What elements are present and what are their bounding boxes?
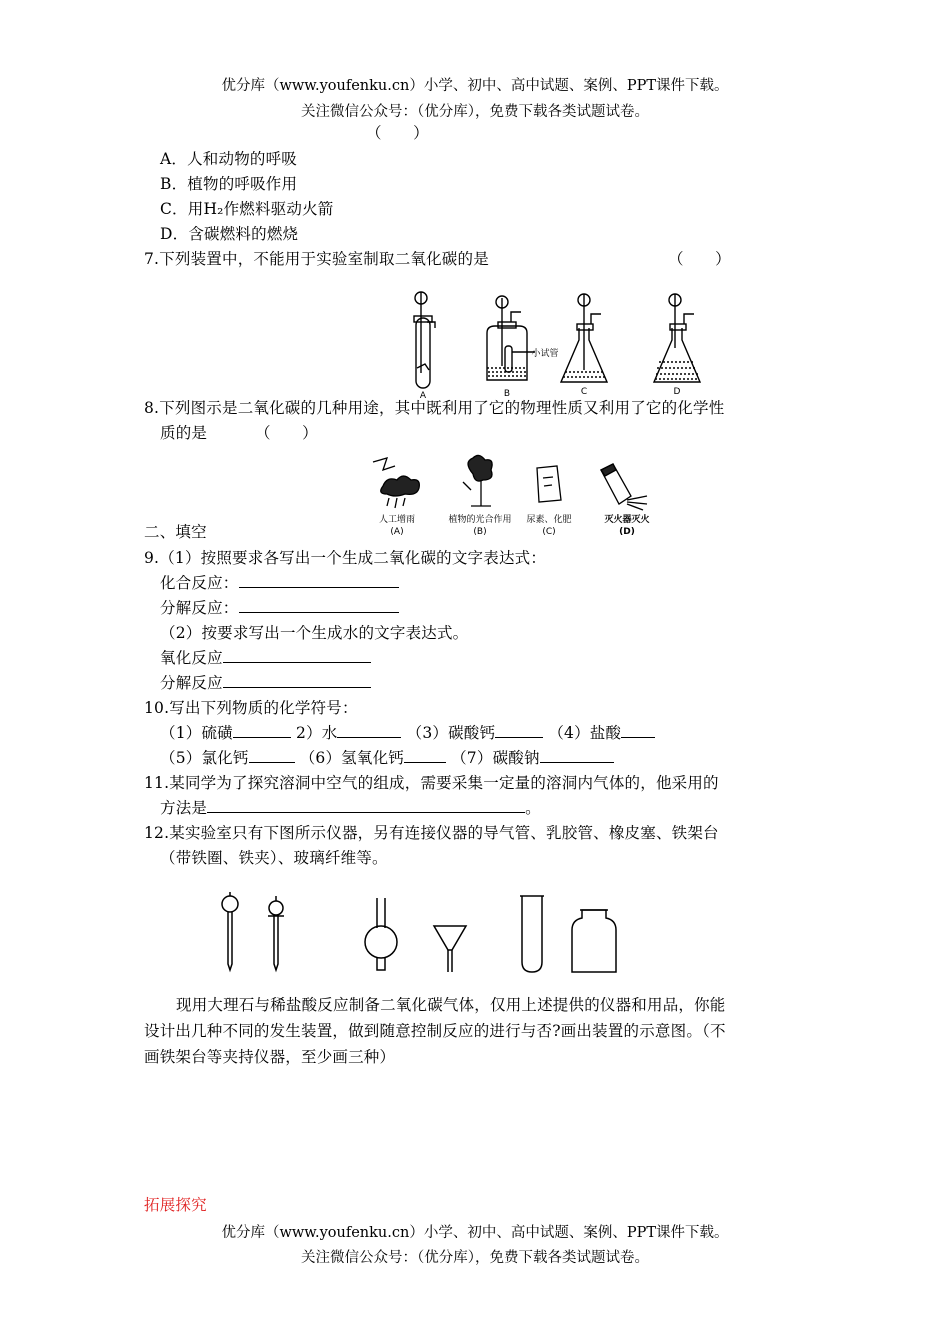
dropping-funnel-icon <box>222 892 238 970</box>
apparatus-a <box>414 292 435 388</box>
q8-question-line-2: 质的是 <box>160 424 208 442</box>
q10-blank-5[interactable] <box>249 748 295 763</box>
q12-line-2: （带铁圈、铁夹）、玻璃纤维等。 <box>160 849 388 867</box>
q10-blank-3[interactable] <box>495 723 543 738</box>
use-caption-c: 尿素、化肥 <box>526 515 572 525</box>
apparatus-b <box>487 296 535 380</box>
q6-option-d: D．含碳燃料的燃烧 <box>160 225 299 243</box>
q9-part2: （2）按要求写出一个生成水的文字表达式。 <box>160 624 469 642</box>
q12-para-line-3: 画铁架台等夹持仪器，至少画三种） <box>144 1048 396 1066</box>
q11-line-1: 11.某同学为了探究溶洞中空气的组成，需要采集一定量的溶洞内气体的，他采用的 <box>144 774 719 792</box>
apparatus-d <box>654 294 700 382</box>
apparatus-label-b: B <box>503 389 511 399</box>
apparatus-label-d: D <box>673 387 681 397</box>
q12-para-line-1: 现用大理石与稀盐酸反应制备二氧化碳气体，仅用上述提供的仪器和用品，你能 <box>176 996 726 1014</box>
use-caption-d: 灭火器灭火 <box>604 515 650 525</box>
q11-method-blank[interactable] <box>207 798 525 813</box>
q10-blank-6[interactable] <box>404 748 446 763</box>
funnel-icon <box>434 926 466 972</box>
q12-para-line-2: 设计出几种不同的发生装置，做到随意控制反应的进行与否?画出装置的示意图。（不 <box>144 1022 726 1040</box>
apparatus-label-c: C <box>580 387 588 397</box>
footer-line-1: 优分库（www.youfenku.cn）小学、初中、高中试题、案例、PPT课件下载。 <box>221 1225 729 1241</box>
apparatus-c <box>561 294 607 382</box>
round-flask-icon <box>365 898 397 970</box>
q10-item-7: （7）碳酸钠 <box>451 749 540 767</box>
section-extension-title: 拓展探究 <box>144 1196 207 1214</box>
q9-oxidation-label: 氧化反应 <box>160 649 223 667</box>
q10-blank-1[interactable] <box>233 723 291 738</box>
q6-option-b: B．植物的呼吸作用 <box>160 175 298 193</box>
use-caption-a: 人工增雨 <box>378 515 416 525</box>
q10-item-5: （5）氯化钙 <box>160 749 249 767</box>
q9-oxidation <box>160 646 371 668</box>
fire-extinguisher-icon <box>601 464 647 510</box>
q10-row-2 <box>160 746 614 768</box>
header-line-1: 优分库（www.youfenku.cn）小学、初中、高中试题、案例、PPT课件下载。 <box>221 78 729 94</box>
q9-decomposition-2-blank[interactable] <box>223 673 371 688</box>
separating-funnel-icon <box>268 896 284 970</box>
q9-decomposition-2 <box>160 671 371 693</box>
use-letter-b: (B) <box>473 527 487 537</box>
apparatus-label-a: A <box>419 391 427 401</box>
q8-uses-figure <box>365 452 675 544</box>
q11-period: 。 <box>525 799 541 817</box>
q9-decomposition-label: 分解反应： <box>160 599 239 617</box>
fertilizer-bag-icon <box>537 466 561 502</box>
photosynthesis-plant-icon <box>463 455 492 506</box>
artificial-rain-icon <box>373 458 419 508</box>
q9-combination <box>160 571 399 593</box>
small-tube-label: 小试管 <box>531 349 559 359</box>
q7-apparatus-figure <box>395 288 725 404</box>
q10-row-1 <box>160 721 655 743</box>
use-letter-c: (C) <box>542 527 556 537</box>
q10-blank-2[interactable] <box>337 723 401 738</box>
wide-mouth-bottle-icon <box>572 910 616 972</box>
q10-item-4: （4）盐酸 <box>548 724 622 742</box>
q12-line-1: 12.某实验室只有下图所示仪器，另有连接仪器的导气管、乳胶管、橡皮塞、铁架台 <box>144 824 719 842</box>
q10-item-6: （6）氢氧化钙 <box>299 749 404 767</box>
q6-paren: （ ） <box>366 124 429 142</box>
test-tube-icon <box>520 896 544 972</box>
q7-paren: （ ） <box>668 250 731 268</box>
q12-instruments-figure <box>210 888 630 980</box>
q8-paren: （ ） <box>255 424 318 442</box>
q11-line-2 <box>160 796 541 818</box>
q9-oxidation-blank[interactable] <box>223 648 371 663</box>
q6-option-a: A．人和动物的呼吸 <box>160 150 297 168</box>
q9-decomposition-2-label: 分解反应 <box>160 674 223 692</box>
q10-item-3: （3）碳酸钙 <box>406 724 496 742</box>
q6-option-c: C．用H₂作燃料驱动火箭 <box>160 200 334 218</box>
header-line-2: 关注微信公众号：（优分库），免费下载各类试题试卷。 <box>301 104 649 120</box>
use-caption-b: 植物的光合作用 <box>448 515 512 525</box>
q10-blank-7[interactable] <box>540 748 614 763</box>
q10-question: 10.写出下列物质的化学符号： <box>144 699 358 717</box>
q9-decomposition <box>160 596 399 618</box>
section-fill-in-title: 二、填空 <box>144 523 207 541</box>
q8-question-line-1: 8.下列图示是二氧化碳的几种用途，其中既利用了它的物理性质又利用了它的化学性 <box>144 399 725 417</box>
q10-item-2: 2）水 <box>296 724 338 742</box>
footer-line-2: 关注微信公众号：（优分库），免费下载各类试题试卷。 <box>301 1250 649 1266</box>
q11-method-label: 方法是 <box>160 799 208 817</box>
use-letter-d: (D) <box>619 527 635 537</box>
q9-part1: 9.（1）按照要求各写出一个生成二氧化碳的文字表达式： <box>144 549 547 567</box>
q10-blank-4[interactable] <box>621 723 655 738</box>
q9-combination-label: 化合反应： <box>160 574 239 592</box>
q7-question: 7.下列装置中，不能用于实验室制取二氧化碳的是 <box>144 250 489 268</box>
q10-item-1: （1）硫磺 <box>160 724 233 742</box>
q9-decomposition-blank[interactable] <box>239 598 399 613</box>
use-letter-a: (A) <box>390 527 404 537</box>
q9-combination-blank[interactable] <box>239 573 399 588</box>
